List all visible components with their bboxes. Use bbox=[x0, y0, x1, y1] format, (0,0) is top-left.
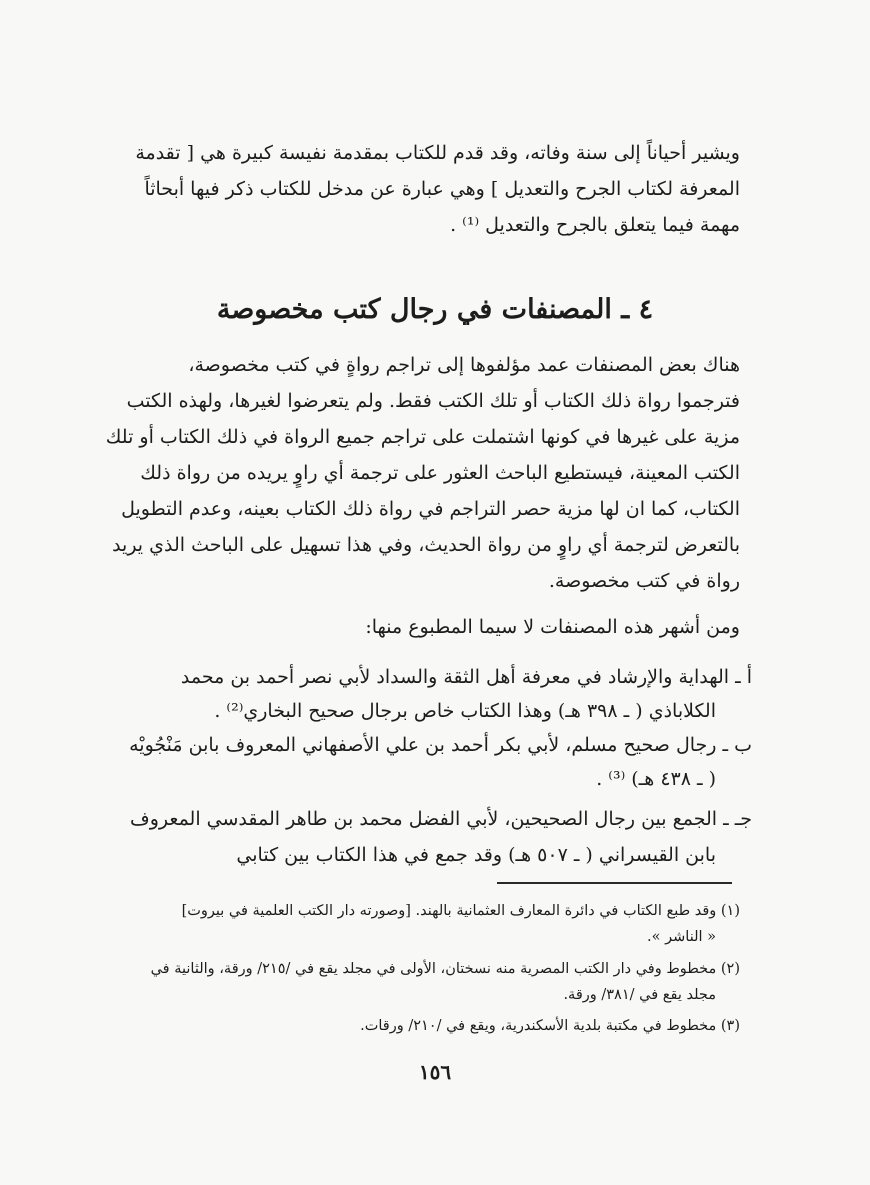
section-paragraph bbox=[105, 350, 740, 610]
list-item bbox=[130, 800, 752, 870]
paragraph-line: رواة في كتب مخصوصة. bbox=[548, 570, 740, 592]
footnote bbox=[130, 1013, 740, 1043]
footnote-line: (٣) مخطوط في مكتبة بلدية الأسكندرية، ويقع في /٢١٠/ ورقات. bbox=[360, 1018, 740, 1034]
list-item-line: بابن القيسراني ( ـ ٥٠٧ هـ) وقد جمع في هذا الكتاب بين كتابي bbox=[236, 844, 716, 866]
paragraph-line: هناك بعض المصنفات عمد مؤلفوها إلى تراجم رواةٍ في كتب مخصوصة، bbox=[188, 354, 740, 376]
intro-line: ويشير أحياناً إلى سنة وفاته، وقد قدم للكتاب بمقدمة نفيسة كبيرة هي [ تقدمة bbox=[135, 142, 740, 164]
intro-line: المعرفة لكتاب الجرح والتعديل ] وهي عبارة عن مدخل للكتاب ذكر فيها أبحاثاً bbox=[144, 178, 740, 200]
paragraph-line: بالتعرض لترجمة أي راوٍ من رواة الحديث، وفي هذا تسهيل على الباحث الذي يريد bbox=[112, 534, 740, 556]
list-item bbox=[130, 662, 752, 732]
section-heading: ٤ ـ المصنفات في رجال كتب مخصوصة bbox=[216, 294, 654, 325]
list-item-line: ب ـ رجال صحيح مسلم، لأبي بكر أحمد بن علي الأصفهاني المعروف بابن مَنْجُويْه bbox=[129, 734, 752, 756]
footnote-divider bbox=[497, 882, 732, 884]
footnote bbox=[130, 956, 740, 1012]
footnote bbox=[130, 898, 740, 954]
footnote-line: (٢) مخطوط وفي دار الكتب المصرية منه نسختان، الأولى في مجلد يقع في /٢١٥/ ورقة، والثانية في bbox=[150, 961, 740, 977]
footnote-line: « الناشر ». bbox=[647, 929, 716, 945]
list-intro-text: ومن أشهر هذه المصنفات لا سيما المطبوع منها: bbox=[365, 616, 740, 638]
list-item-line: ( ـ ٤٣٨ هـ) ⁽³⁾ . bbox=[596, 768, 716, 790]
paragraph-line: مزية على غيرها في كونها اشتملت على تراجم جميع الرواة في ذلك الكتاب أو تلك bbox=[105, 426, 740, 448]
list-item-line: أ ـ الهداية والإرشاد في معرفة أهل الثقة والسداد لأبي نصر أحمد بن محمد bbox=[180, 666, 752, 688]
footnote-line: مجلد يقع في /٣٨١/ ورقة. bbox=[563, 987, 716, 1003]
intro-line: مهمة فيما يتعلق بالجرح والتعديل ⁽¹⁾ . bbox=[450, 214, 740, 236]
footnote-line: (١) وقد طبع الكتاب في دائرة المعارف العثمانية بالهند. [وصورته دار الكتب العلمية في بيروت] bbox=[181, 903, 740, 919]
paragraph-line: فترجموا رواة ذلك الكتاب أو تلك الكتب فقط. ولم يتعرضوا لغيرها، ولهذه الكتب bbox=[126, 390, 740, 412]
list-item bbox=[129, 730, 752, 800]
paragraph-line: الكتب المعينة، فيستطيع الباحث العثور على ترجمة أي راوٍ يريده من رواة ذلك bbox=[140, 462, 740, 484]
intro-paragraph bbox=[130, 138, 740, 248]
list-intro bbox=[130, 612, 740, 644]
paragraph-line: الكتاب، كما ان لها مزية حصر التراجم في رواة ذلك الكتاب بعينه، وعدم التطويل bbox=[121, 498, 740, 520]
list-item-line: الكلاباذي ( ـ ٣٩٨ هـ) وهذا الكتاب خاص برجال صحيح البخاري⁽²⁾ . bbox=[214, 700, 716, 722]
list-item-line: جـ ـ الجمع بين رجال الصحيحين، لأبي الفضل محمد بن طاهر المقدسي المعروف bbox=[130, 808, 752, 830]
page-number: ١٥٦ bbox=[418, 1060, 452, 1084]
